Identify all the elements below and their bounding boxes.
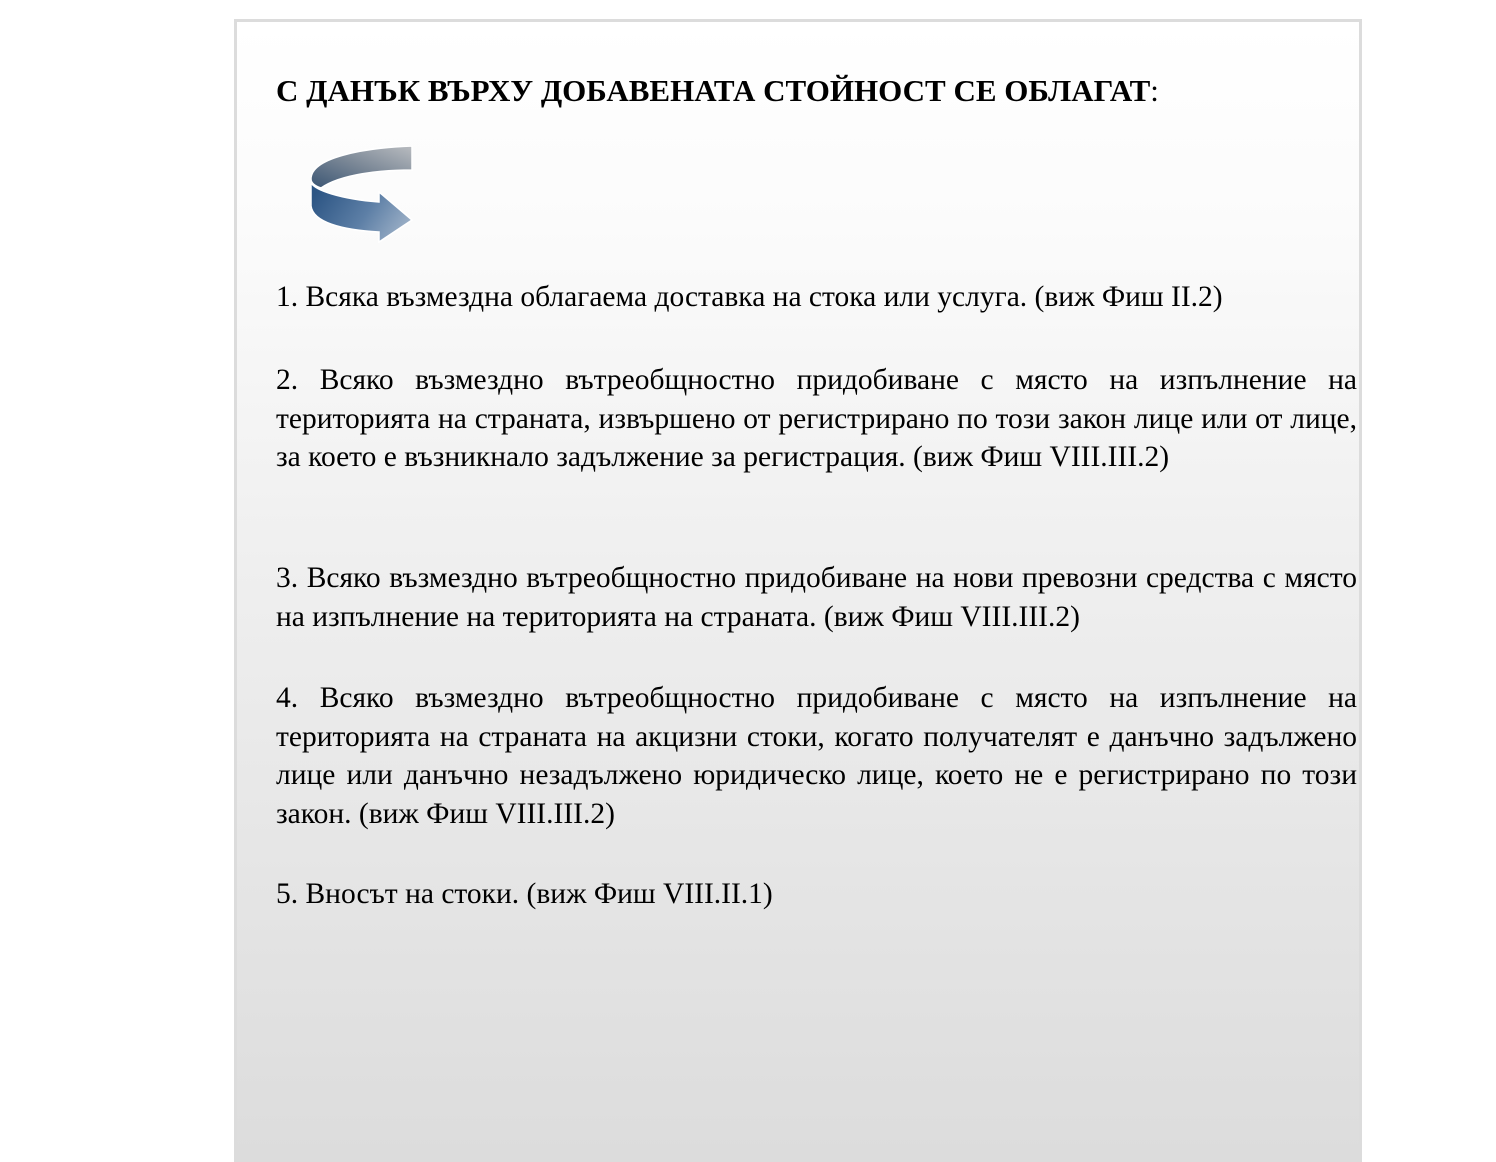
list-item-5: 5. Вносът на стоки. (виж Фиш VIII.II.1) <box>276 878 773 910</box>
list-item-4: 4. Всяко възмездно вътреобщностно придобиване с място на изпълнение на територията на страната на акцизни стоки, когато получателят е данъчно задължено лице или данъчно незадължено юридическо лице, което не е регистрирано по този закон. (виж Фиш VIII.III.2) <box>276 682 1357 830</box>
title-colon: : <box>1150 73 1159 108</box>
title-text: С ДАНЪК ВЪРХУ ДОБАВЕНАТА СТОЙНОСТ СЕ ОБЛАГАТ <box>276 73 1151 108</box>
list-item-3: 3. Всяко възмездно вътреобщностно придобиване на нови превозни средства с място на изпълнение на територията на страната. (виж Фиш VIII.III.2) <box>276 562 1357 633</box>
document-page <box>234 19 1362 1162</box>
curved-arrow-icon <box>311 146 417 246</box>
document-title <box>276 73 1159 109</box>
list-item-1: 1. Всяка възмездна облагаема доставка на стока или услуга. (виж Фиш II.2) <box>276 281 1223 313</box>
list-item-2: 2. Всяко възмездно вътреобщностно придобиване с място на изпълнение на територията на страната, извършено от регистрирано по този закон лице или от лице, за което е възникнало задължение за регистрация. (виж Фиш VIII.III.2) <box>276 364 1357 473</box>
